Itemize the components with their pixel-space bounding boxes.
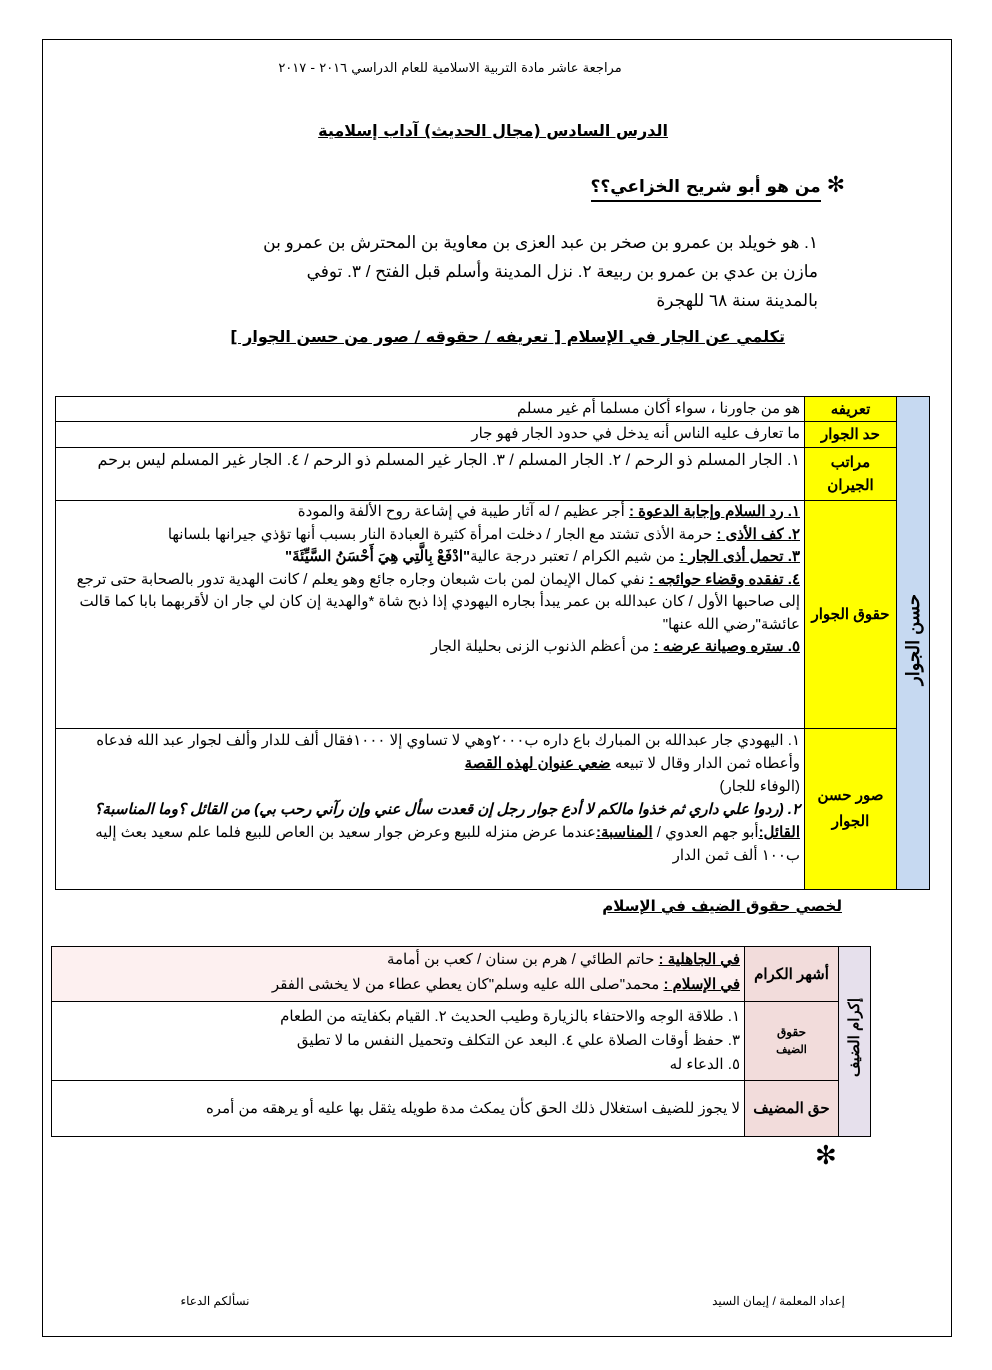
- question-1-text: من هو أبو شريح الخزاعي؟؟: [591, 177, 821, 202]
- form-2-answer: القائل:أبو جهم العدوي / المناسبة:عندما عرض منزله للبيع وعرض جوار سعيد بن العاص للبيع فلما علم سعيد بعث إليه ب١٠٠ ألف ثمن الدار: [95, 824, 800, 864]
- guest-right-line: ٣. حفظ أوقات الصلاة علي ٤. البعد عن التكلف وتحميل النفس ما لا تطيق: [296, 1032, 740, 1049]
- right-item: ٥. ستره وصيانة عرضه : من أعظم الذنوب الزنى بحليلة الجار: [430, 638, 800, 655]
- guest-right-line: ٥. الدعاء له: [669, 1056, 740, 1073]
- footer-teacher: إعداد المعلمة / إيمان السيد: [712, 1294, 845, 1308]
- ranks-label: مراتب الجيران: [805, 448, 897, 501]
- host-text: لا يجوز للضيف استغلال ذلك الحق كأن يمكث مدة طويله يثقل بها عليه أو يرهقه من أمره: [52, 1081, 745, 1137]
- flower-icon-2: ✻: [815, 1141, 837, 1171]
- right-item: ٣. تحمل أذى الجار : من شيم الكرام / تعتبر درجة عالية"ادْفَعْ بِالَّتِي هِيَ أَحْسَنُ السَّيِّئَةَ": [285, 548, 800, 565]
- guest-table: [51, 946, 871, 1137]
- guest-side-label: إكرام الضيف: [839, 947, 871, 1137]
- forms-cell: [56, 729, 805, 890]
- ranks-text: ١. الجار المسلم ذو الرحم / ٢. الجار المسلم / ٣. الجار غير المسلم ذو الرحم / ٤. الجار غير المسلم ليس برحم: [56, 448, 805, 501]
- definition-text: هو من جاورنا ، سواء أكان مسلما أم غير مسلم: [56, 397, 805, 422]
- flower-icon: ✻: [826, 173, 845, 198]
- famous-cell: في الجاهلية : حاتم الطائي / هرم بن سنان / كعب بن أمامة في الإسلام : محمد"صلى الله عليه وسلم"كان يعطي عطاء من لا يخشى الفقر: [52, 947, 745, 1002]
- lesson-title: الدرس السادس (مجال الحديث) آداب إسلامية: [318, 121, 668, 140]
- answer-1-line: بالمدينة سنة ٦٨ للهجرة: [656, 291, 818, 310]
- rights-label: حقوق الجوار: [805, 501, 897, 729]
- right-item: ٢. كف الأذى : حرمة الأذى تشتد مع الجار / دخلت امرأة كثيرة العبادة النار بسبب أنها تؤذي جيرانها بلسانها: [167, 525, 800, 543]
- right-item: ١. رد السلام وإجابة الدعوة : أجر عظيم / له آثار طيبة في إشاعة روح الألفة والمودة: [297, 503, 800, 520]
- right-item: ٤. تفقده وقضاء حوائجه : نفي كمال الإيمان لمن بات شبعان وجاره جائع وهو يعلم / كانت الهدية تدور بالصحابة حتى ترجع إلى صاحبها الأول / كان عبدالله بن عمر يبدأ بجاره اليهودي إذا ذبح شاة *والهدية إن كان لي جار ان لأقربهما بابا كما قالت عائشة"رضي الله عنها": [76, 570, 800, 633]
- rights-guest-label: حقوق الضيف: [745, 1002, 839, 1081]
- page-header: مراجعة عاشر مادة التربية الاسلامية للعام الدراسي ٢٠١٦ - ٢٠١٧: [278, 61, 622, 76]
- footer-dua: نسألكم الدعاء: [180, 1294, 250, 1308]
- form-1-title: (الوفاء للجار): [719, 778, 800, 795]
- forms-label: صور حسن الجوار: [805, 729, 897, 890]
- limit-label: حد الجوار: [805, 422, 897, 448]
- definition-label: تعريفه: [805, 397, 897, 422]
- famous-label: أشهر الكرام: [745, 947, 839, 1002]
- question-1: [400, 173, 845, 198]
- guest-right-line: ١. طلاقة الوجه والاحتفاء بالزيارة وطيب الحديث ٢. القيام بكفايته من الطعام: [280, 1008, 740, 1025]
- form-1: ١. اليهودي جار عبدالله بن المبارك باع داره ب٢٠٠٠وهي لا تساوي إلا ١٠٠٠فقال ألف للدار وألف لجوار عبد الله فدعاه وأعطاه ثمن الدار وقال لا تبيعه ضعي عنوان لهذه القصة: [96, 732, 800, 772]
- limit-text: ما تعارف عليه الناس أنه يدخل في حدود الجار فهو جار: [56, 422, 805, 448]
- neighbor-table: [55, 396, 930, 890]
- rights-cell: [56, 501, 805, 729]
- guest-rights-cell: [52, 1002, 745, 1081]
- question-2: تكلمي عن الجار في الإسلام [ تعريفه / حقوقه / صور من حسن الجوار ]: [230, 327, 785, 346]
- answer-1-line: ١. هو خويلد بن عمرو بن صخر بن عبد العزى بن معاوية بن المحترش بن عمرو بن: [263, 233, 818, 252]
- answer-1-line: مازن بن عدي بن عمرو بن ربيعة ٢. نزل المدينة وأسلم قبل الفتح / ٣. توفي: [306, 262, 818, 281]
- guest-title: لخصي حقوق الضيف في الإسلام: [602, 897, 842, 915]
- form-2-question: ٢. (ردوا علي داري ثم خذوا مالكم لا أدع جوار رجل إن قعدت سأل عني وإن رآني رحب بي) من القائل ؟وما المناسبة؟: [94, 801, 800, 818]
- answer-1: [150, 228, 818, 315]
- host-label: حق المضيف: [745, 1081, 839, 1137]
- neighbor-side-label: حسن الجوار: [897, 397, 930, 890]
